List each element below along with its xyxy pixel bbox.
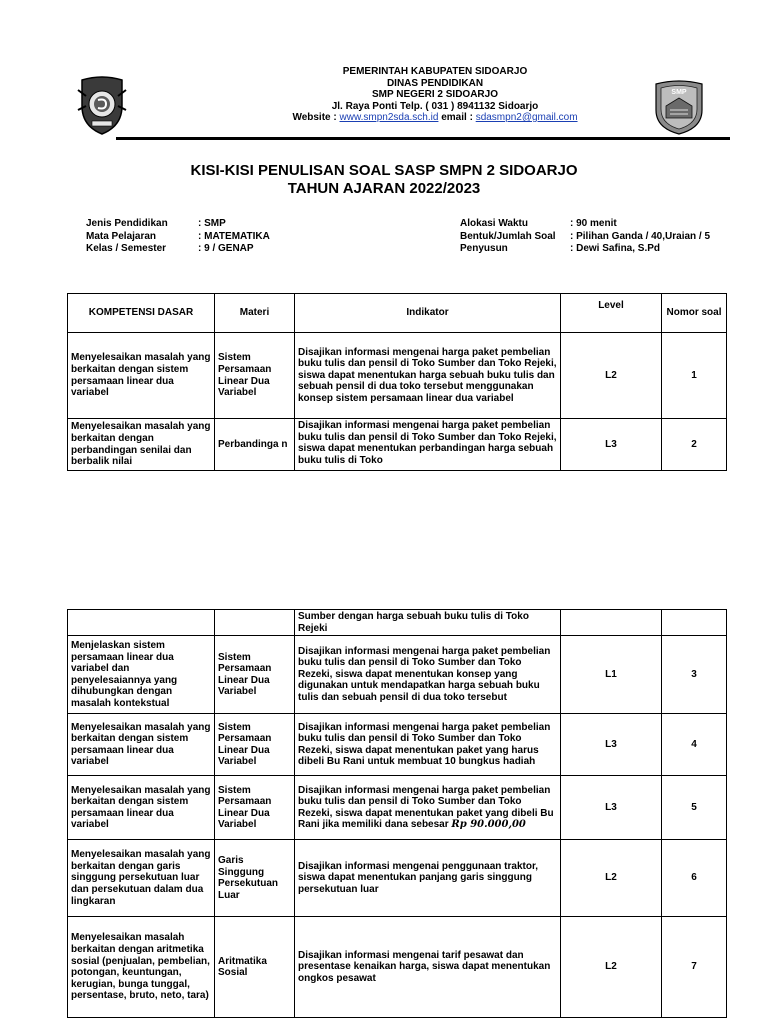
meta-key: Jenis Pendidikan xyxy=(86,218,168,229)
cell-nomor-soal: 6 xyxy=(662,840,727,917)
cell-materi: Sistem Persamaan Linear Dua Variabel xyxy=(215,333,295,419)
cell-nomor-soal: 4 xyxy=(662,714,727,776)
table-row xyxy=(68,840,727,917)
cell-level: L3 xyxy=(561,776,662,840)
cell-level: L1 xyxy=(561,636,662,714)
meta-left xyxy=(86,218,270,256)
meta-row xyxy=(86,218,270,231)
cell-indikator: Disajikan informasi mengenai harga paket pembelian buku tulis dan pensil di Toko Sumber dan Toko Rejeki, siswa dapat menentukan perbandingan harga sebuah buku tulis di Toko xyxy=(295,419,561,471)
cell-level: L2 xyxy=(561,840,662,917)
table-row xyxy=(68,917,727,1018)
cell-indikator: Disajikan informasi mengenai penggunaan traktor, siswa dapat menentukan panjang garis singgung persekutuan luar xyxy=(295,840,561,917)
sidoarjo-emblem-icon xyxy=(76,76,128,136)
cell-kompetensi-dasar: Menyelesaikan masalah yang berkaitan dengan sistem persamaan linear dua variabel xyxy=(68,776,215,840)
cell-materi: Sistem Persamaan Linear Dua Variabel xyxy=(215,714,295,776)
website-link[interactable]: www.smpn2sda.sch.id xyxy=(339,112,439,123)
table-row-continuation xyxy=(68,610,727,636)
meta-row xyxy=(460,218,710,231)
cell-materi: Sistem Persamaan Linear Dua Variabel xyxy=(215,636,295,714)
meta-key: Mata Pelajaran xyxy=(86,230,157,242)
meta-value: : SMP xyxy=(198,218,226,229)
school-name: SMP NEGERI 2 SIDOARJO xyxy=(372,89,498,100)
table-row xyxy=(68,636,727,714)
school-address: Jl. Raya Ponti Telp. ( 031 ) 8941132 Sidoarjo xyxy=(331,100,539,112)
cell-indikator xyxy=(295,776,561,840)
website-label: Website : xyxy=(292,112,337,123)
indikator-text: Disajikan informasi mengenai harga paket pembelian buku tulis dan pensil di Toko Sumber dan Toko Rezeki, siswa dapat menentukan paket yang dibeli Bu Rani jika memiliki dana sebesar xyxy=(298,784,554,831)
title-line-2: TAHUN AJARAN 2022/2023 xyxy=(287,180,481,197)
smp-badge-icon xyxy=(652,78,706,136)
meta-key: Penyusun xyxy=(460,243,508,254)
cell-indikator: Disajikan informasi mengenai tarif pesawat dan presentase kenaikan harga, siswa dapat menentukan ongkos pesawat xyxy=(295,917,561,1018)
meta-value: : 90 menit xyxy=(570,218,617,229)
cell-level: L3 xyxy=(561,714,662,776)
government-name: PEMERINTAH KABUPATEN SIDOARJO xyxy=(342,66,528,77)
email-label: email : xyxy=(441,112,473,123)
cell-level: L2 xyxy=(561,333,662,419)
header-level: Level xyxy=(561,294,662,333)
table-row xyxy=(68,333,727,419)
cell-level: L3 xyxy=(561,419,662,471)
cell-materi: Aritmatika Sosial xyxy=(215,917,295,1018)
document-title xyxy=(0,162,768,198)
cell-materi: Garis Singgung Persekutuan Luar xyxy=(215,840,295,917)
contact-line xyxy=(220,112,650,124)
cell-materi: Sistem Persamaan Linear Dua Variabel xyxy=(215,776,295,840)
cell-nomor-soal: 7 xyxy=(662,917,727,1018)
header-materi: Materi xyxy=(215,294,295,333)
kisi-kisi-table-part-1 xyxy=(67,293,727,471)
letterhead xyxy=(0,62,768,140)
cell-nomor-soal xyxy=(662,610,727,636)
cell-kompetensi-dasar: Menyelesaikan masalah yang berkaitan dengan garis singgung persekutuan luar dan persekutuan dalam dua lingkaran xyxy=(68,840,215,917)
indikator-amount: Rp 90.000,00 xyxy=(451,819,526,831)
header-nomor-soal: Nomor soal xyxy=(662,294,727,333)
cell-level xyxy=(561,610,662,636)
meta-row xyxy=(86,243,270,256)
department-name: DINAS PENDIDIKAN xyxy=(386,77,484,89)
table-row xyxy=(68,714,727,776)
meta-key: Bentuk/Jumlah Soal xyxy=(460,230,556,242)
cell-kompetensi-dasar: Menyelesaikan masalah yang berkaitan dengan sistem persamaan linear dua variabel xyxy=(68,714,215,776)
cell-indikator: Disajikan informasi mengenai harga paket pembelian buku tulis dan pensil di Toko Sumber dan Toko Rezeki, siswa dapat menentukan konsep yang digunakan untuk mendapatkan harga sebuah buku tulis dan sebuah pensil di dua toko tersebut xyxy=(295,636,561,714)
cell-materi: Perbandinga n xyxy=(215,419,295,471)
table-row xyxy=(68,776,727,840)
cell-indikator: Sumber dengan harga sebuah buku tulis di Toko Rejeki xyxy=(295,610,561,636)
meta-value: : MATEMATIKA xyxy=(198,230,270,242)
email-link[interactable]: sdasmpn2@gmail.com xyxy=(475,112,578,123)
cell-nomor-soal: 1 xyxy=(662,333,727,419)
meta-value: : 9 / GENAP xyxy=(198,243,254,254)
cell-indikator: Disajikan informasi mengenai harga paket pembelian buku tulis dan pensil di Toko Sumber dan Toko Rezeki, siswa dapat menentukan paket yang harus dibeli Bu Rani untuk membuat 10 bungkus hadiah xyxy=(295,714,561,776)
title-line-1: KISI-KISI PENULISAN SOAL SASP SMPN 2 SIDOARJO xyxy=(190,162,578,179)
cell-nomor-soal: 2 xyxy=(662,419,727,471)
meta-row xyxy=(460,231,710,244)
meta-value: : Pilihan Ganda / 40,Uraian / 5 xyxy=(570,230,711,242)
cell-kompetensi-dasar xyxy=(68,610,215,636)
cell-kompetensi-dasar: Menyelesaikan masalah yang berkaitan dengan perbandingan senilai dan berbalik nilai xyxy=(68,419,215,471)
svg-text:SMP: SMP xyxy=(671,89,687,96)
meta-key: Kelas / Semester xyxy=(86,243,167,254)
cell-indikator: Disajikan informasi mengenai harga paket pembelian buku tulis dan pensil di Toko Sumber dan Toko Rejeki, siswa dapat menentukan harga sebuah buku tulis dan sebuah pensil di dua toko tersebut menggunakan konsep sistem persamaan linear dua variabel xyxy=(295,333,561,419)
letterhead-divider xyxy=(116,137,730,140)
letterhead-text xyxy=(220,66,650,124)
meta-key: Alokasi Waktu xyxy=(460,218,528,229)
meta-row xyxy=(460,243,710,256)
header-indikator: Indikator xyxy=(295,294,561,333)
table-row xyxy=(68,419,727,471)
cell-kompetensi-dasar: Menjelaskan sistem persamaan linear dua variabel dan penyelesaiannya yang dihubungkan dengan masalah kontekstual xyxy=(68,636,215,714)
kisi-kisi-table-part-2 xyxy=(67,609,727,1018)
cell-materi xyxy=(215,610,295,636)
cell-kompetensi-dasar: Menyelesaikan masalah berkaitan dengan aritmetika sosial (penjualan, pembelian, potongan, keuntungan, kerugian, bunga tunggal, persentase, bruto, neto, tara) xyxy=(68,917,215,1018)
meta-row xyxy=(86,231,270,244)
cell-nomor-soal: 3 xyxy=(662,636,727,714)
table-header-row xyxy=(68,294,727,333)
meta-right xyxy=(460,218,710,256)
cell-nomor-soal: 5 xyxy=(662,776,727,840)
meta-value: : Dewi Safina, S.Pd xyxy=(570,243,661,254)
cell-kompetensi-dasar: Menyelesaikan masalah yang berkaitan dengan sistem persamaan linear dua variabel xyxy=(68,333,215,419)
cell-level: L2 xyxy=(561,917,662,1018)
header-kompetensi-dasar: KOMPETENSI DASAR xyxy=(68,294,215,333)
